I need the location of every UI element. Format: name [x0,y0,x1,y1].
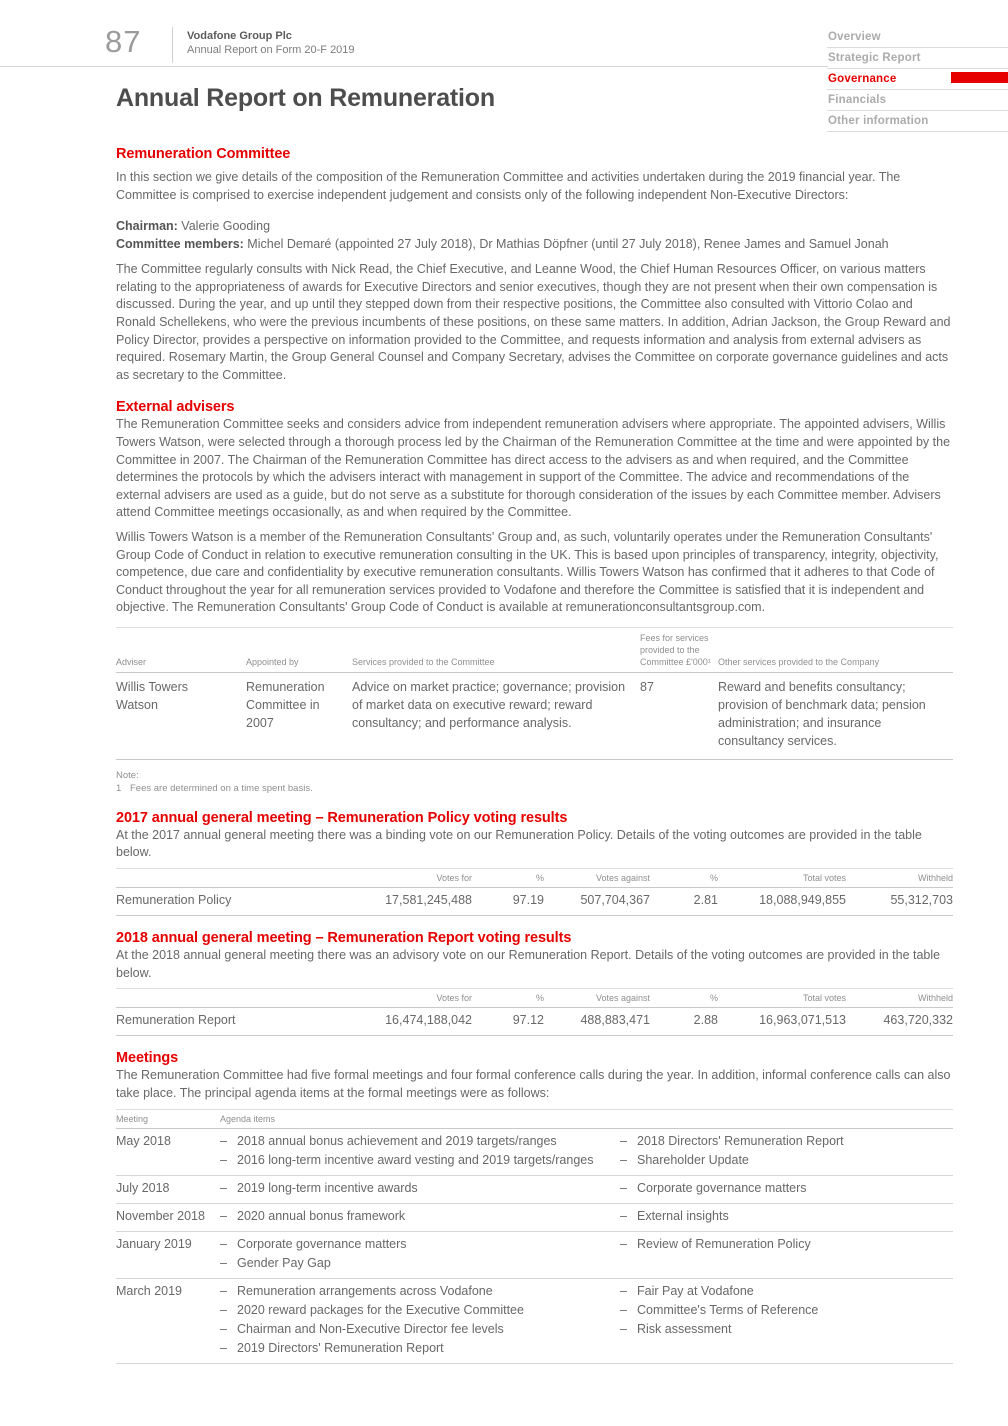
meeting-row-may-2018 [116,1129,953,1176]
chairman-label: Chairman: [116,219,178,234]
meeting-row-january-2019 [116,1232,953,1279]
votes-for: 16,474,188,042 [356,1008,472,1036]
col-appointed-by: Appointed by [246,627,352,672]
col-total-votes: Total votes [718,869,846,888]
agenda-item: – Committee's Terms of Reference [620,1301,953,1320]
col-votes-against: Votes against [544,989,650,1008]
nav-item-financials[interactable]: Financials [827,90,1008,111]
nav-item-strategic-report[interactable]: Strategic Report [827,48,1008,69]
agenda-right [620,1235,953,1273]
col-pct-for: % [472,869,544,888]
agenda-item: – 2018 Directors' Remuneration Report [620,1132,953,1151]
meetings-intro: The Remuneration Committee had five formal meetings and four formal conference calls during the year. In addition, informal conference calls can also take place. The principal agenda items at the formal meetings were as follows: [116,1068,951,1100]
external-advisers-para1: The Remuneration Committee seeks and considers advice from independent remuneration advisers where appropriate. The appointed advisers, Willis Towers Watson, were selected through a thorough process led by the Chairman of the Remuneration Committee at the time and were appointed by the Committee in 2007. The Chairman of the Remuneration Committee has direct access to the advisers as and when required, and the Committee determines the protocols by which the advisers interact with management in support of the Committee. The advice and recommendations of the external advisers are used as a guide, but do not serve as a substitute for thorough consideration of the issues by each Committee member. Advisers attend Committee meetings occasionally, as and when required by the Committee. [116,417,951,520]
agenda-item: – 2020 reward packages for the Executive Committee [220,1301,620,1320]
agm-2018-table [116,988,953,1036]
col-pct-against: % [650,869,718,888]
col-blank [116,989,356,1008]
committee-membership [116,217,953,253]
agm-2018-header-row [116,989,953,1008]
committee-intro: In this section we give details of the composition of the Remuneration Committee and activities undertaken during the 2019 financial year. The Committee is comprised to exercise independent judgement and consists only of the following independent Non-Executive Directors: [116,170,901,202]
meeting-date: July 2018 [116,1181,170,1196]
withheld: 463,720,332 [846,1008,953,1036]
nav-item-governance[interactable]: Governance [827,69,1008,90]
external-advisers-para2: Willis Towers Watson is a member of the Remuneration Consultants' Group and, as such, voluntarily operates under the Remuneration Consultants' Group Code of Conduct in relation to executive remuneration consulting in the UK. This is based upon principles of transparency, integrity, objectivity, competence, due care and confidentiality by executive remuneration consultants. Willis Towers Watson has confirmed that it adheres to that Code of Conduct throughout the year for all remuneration services provided to Vodafone and therefore the Committee is satisfied that it is independent and objective. The Remuneration Consultants' Group Code of Conduct is available at remunerationconsultantsgroup.com. [116,529,939,615]
brand-name: Vodafone Group Plc [187,30,292,42]
pct-against: 2.81 [650,888,718,916]
committee-body: The Committee regularly consults with Nick Read, the Chief Executive, and Leanne Wood, the Chief Human Resources Officer, on various matters relating to the appropriateness of awards for Executive Directors and senior executives, though they are not present when their own compensation is discussed. During the year, and up until they stepped down from their respective positions, the Committee also consulted with Vittorio Colao and Ronald Schellekens, who were the previous incumbents of these positions, on these same matters. In addition, Adrian Jackson, the Group Reward and Policy Director, provides a perspective on information provided to the Committee, and requests information and analysis from external advisers as required. Rosemary Martin, the Group General Counsel and Company Secretary, advises the Committee on corporate governance guidelines and acts as secretary to the Committee. [116,262,951,382]
agenda-item: – 2018 annual bonus achievement and 2019 targets/ranges [220,1132,620,1151]
meeting-date: November 2018 [116,1209,205,1224]
heading-meetings: Meetings [116,1050,179,1067]
agenda-item: – Risk assessment [620,1320,953,1339]
page-number: 87 [105,24,142,59]
footnote-label: Note: [116,769,139,781]
meetings-table-header [116,1110,953,1129]
votes-against: 507,704,367 [544,888,650,916]
agenda-left [220,1179,620,1198]
agenda-right [620,1179,953,1198]
members-label: Committee members: [116,237,244,252]
votes-against: 488,883,471 [544,1008,650,1036]
agenda-item: – External insights [620,1207,953,1226]
page-title: Annual Report on Remuneration [116,84,495,112]
nav-item-other-information[interactable]: Other information [827,111,1008,132]
meeting-row-november-2018 [116,1204,953,1232]
col-withheld: Withheld [846,869,953,888]
col-total-votes: Total votes [718,989,846,1008]
agenda-item: – Shareholder Update [620,1151,953,1170]
members-line [116,235,953,253]
withheld: 55,312,703 [846,888,953,916]
cell-other-services: Reward and benefits consultancy; provision of benchmark data; pension administration; and insurance consultancy services. [718,672,953,759]
col-fees: Fees for services provided to the Committee £'000¹ [640,627,718,672]
agm-2018-intro: At the 2018 annual general meeting there was an advisory vote on our Remuneration Report. Details of the voting outcomes are provided in the table below. [116,948,941,980]
agenda-left [220,1132,620,1170]
meeting-date: May 2018 [116,1134,171,1149]
total-votes: 18,088,949,855 [718,888,846,916]
heading-agm-2018: 2018 annual general meeting – Remuneration Report voting results [116,930,572,947]
agenda-item: – Review of Remuneration Policy [620,1235,953,1254]
footnote-marker: 1 [116,782,122,794]
chairman-name: Valerie Gooding [177,219,271,234]
heading-agm-2017: 2017 annual general meeting – Remuneration Policy voting results [116,809,568,826]
pct-against: 2.88 [650,1008,718,1036]
agm-2017-intro: At the 2017 annual general meeting there was a binding vote on our Remuneration Policy. Details of the voting outcomes are provided in the table below. [116,827,922,860]
agenda-item: – Chairman and Non-Executive Director fee levels [220,1320,620,1339]
footnote-item [116,782,953,795]
col-adviser: Adviser [116,627,246,672]
col-pct-against: % [650,989,718,1008]
adviser-table-row [116,672,953,759]
meeting-row-march-2019 [116,1279,953,1364]
agenda-item: – Fair Pay at Vodafone [620,1282,953,1301]
col-votes-for: Votes for [356,869,472,888]
agm-2017-header-row [116,869,953,888]
meeting-date: January 2019 [116,1237,192,1252]
agenda-right [620,1207,953,1226]
agenda-left [220,1235,620,1273]
col-votes-for: Votes for [356,989,472,1008]
heading-external-advisers: External advisers [116,399,235,416]
pct-for: 97.12 [472,1008,544,1036]
pct-for: 97.19 [472,888,544,916]
governance-active-indicator [951,72,1008,83]
col-votes-against: Votes against [544,869,650,888]
agenda-item: – Corporate governance matters [220,1235,620,1254]
col-services: Services provided to the Committee [352,627,640,672]
cell-appointed-by: Remuneration Committee in 2007 [246,672,352,759]
cell-services: Advice on market practice; governance; provision of market data on executive reward; reward consultancy; and performance analysis. [352,672,640,759]
agenda-item: – Gender Pay Gap [220,1254,620,1273]
meeting-date: March 2019 [116,1284,183,1299]
agm-2018-data-row [116,1008,953,1036]
agenda-item: – 2019 Directors' Remuneration Report [220,1339,620,1358]
brand-subtitle: Annual Report on Form 20-F 2019 [187,44,355,56]
col-meeting: Meeting [116,1114,149,1125]
header-divider [172,27,173,63]
row-label: Remuneration Report [116,1008,356,1036]
total-votes: 16,963,071,513 [718,1008,846,1036]
agenda-right [620,1282,953,1358]
report-brand [187,29,355,57]
meeting-row-july-2018 [116,1176,953,1204]
members-names: Michel Demaré (appointed 27 July 2018), Dr Mathias Döpfner (until 27 July 2018), Renee James and Samuel Jonah [243,237,889,252]
chairman-line [116,217,953,235]
row-label: Remuneration Policy [116,888,356,916]
footnote [116,769,953,795]
col-blank [116,869,356,888]
votes-for: 17,581,245,488 [356,888,472,916]
meetings-table [116,1109,953,1364]
nav-item-overview[interactable]: Overview [827,27,1008,48]
agenda-item: – Corporate governance matters [620,1179,953,1198]
cell-fees: 87 [640,672,718,759]
cell-adviser: Willis Towers Watson [116,672,246,759]
agm-2017-table [116,868,953,916]
agenda-item: – 2019 long-term incentive awards [220,1179,620,1198]
col-agenda-items: Agenda items [220,1114,276,1125]
agenda-item: – 2020 annual bonus framework [220,1207,620,1226]
col-withheld: Withheld [846,989,953,1008]
col-other-services: Other services provided to the Company [718,627,953,672]
agenda-right [620,1132,953,1170]
agenda-left [220,1207,620,1226]
agenda-item: – Remuneration arrangements across Vodafone [220,1282,620,1301]
agenda-item: – 2016 long-term incentive award vesting and 2019 targets/ranges [220,1151,620,1170]
agenda-left [220,1282,620,1358]
main-content [116,66,953,1364]
col-pct-for: % [472,989,544,1008]
adviser-table [116,627,953,760]
heading-remuneration-committee: Remuneration Committee [116,146,291,162]
adviser-table-header-row [116,627,953,672]
agm-2017-data-row [116,888,953,916]
footnote-text: Fees are determined on a time spent basis. [130,782,313,794]
